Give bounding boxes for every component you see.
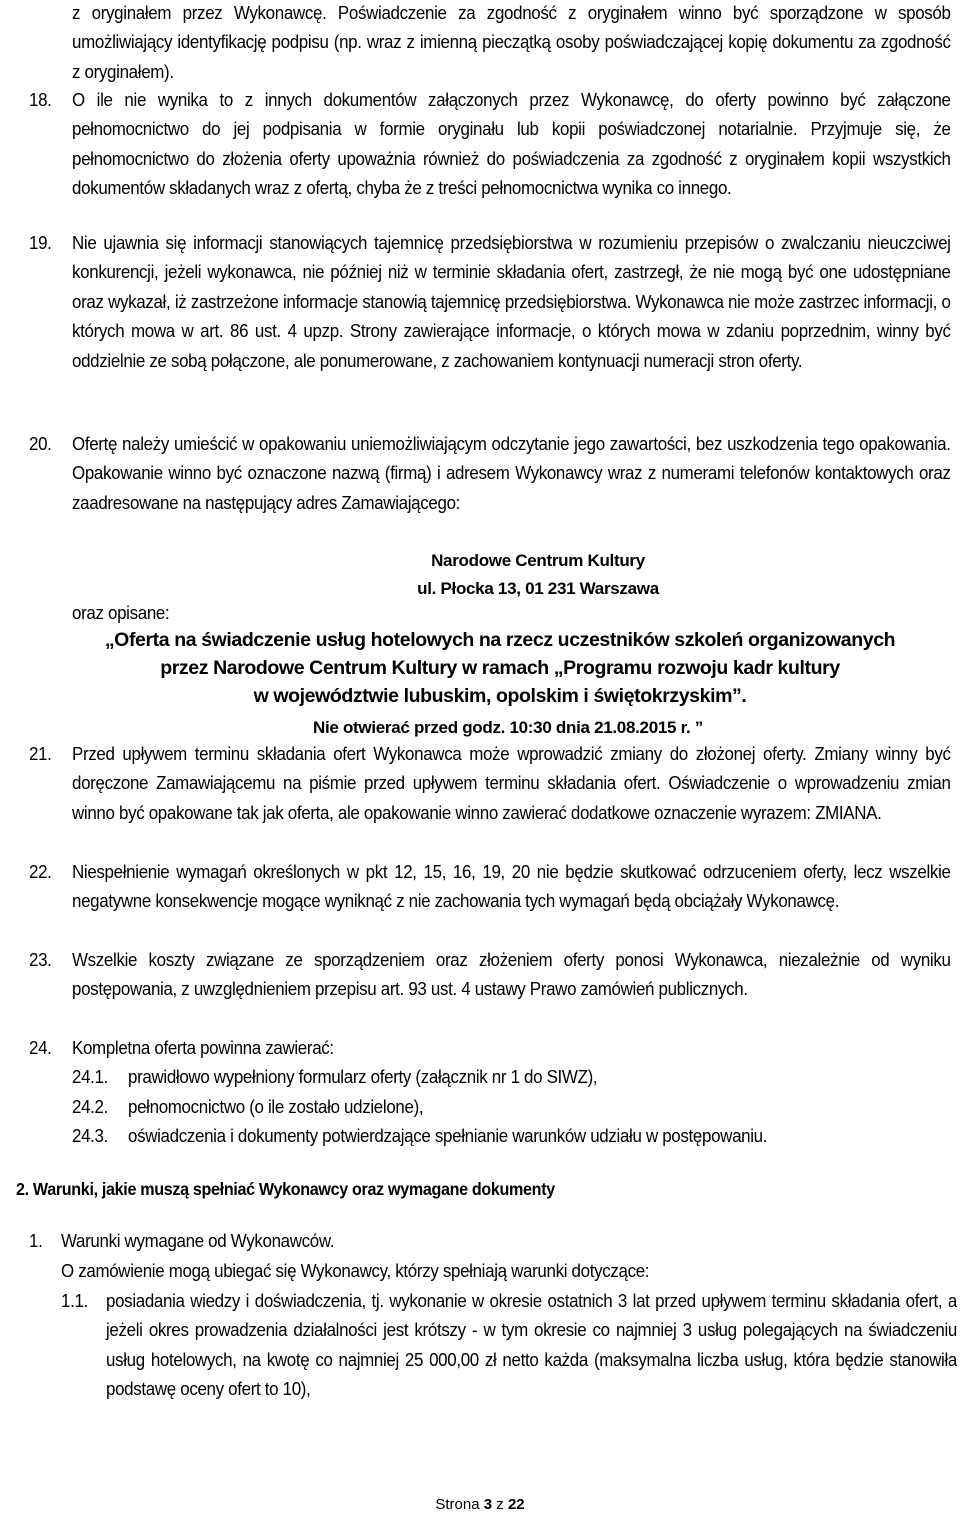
section-2-item-1-text: Warunki wymagane od Wykonawców. bbox=[61, 1230, 335, 1251]
item-22-text: Niespełnienie wymagań określonych w pkt 12, 15, 16, 19, 20 nie będzie skutkować odrzuceniem oferty, lecz wszelkie negatywne konsekwencje mogące wyniknąć z nie zachowania tych wymagań będą obciążały Wykonawcę. bbox=[72, 861, 951, 912]
item-number: 24. bbox=[29, 1037, 52, 1058]
item-23-text: Wszelkie koszty związane ze sporządzeniem oraz złożeniem oferty ponosi Wykonawca, niezależnie od wyniku postępowania, z uwzględnieniem przepisu art. 93 ust. 4 ustawy Prawo zamówień publicznych. bbox=[72, 949, 951, 1000]
envelope-label-line-1: „Oferta na świadczenie usług hotelowych na rzecz uczestników szkoleń organizowanych bbox=[104, 629, 896, 651]
envelope-label-line-3: w województwie lubuskim, opolskim i świętokrzyskim”. bbox=[253, 685, 747, 707]
subitem-number: 24.1. bbox=[72, 1066, 109, 1087]
subitem-number: 24.3. bbox=[72, 1125, 109, 1146]
subitem-number: 24.2. bbox=[72, 1096, 109, 1117]
item-20-text: Ofertę należy umieścić w opakowaniu uniemożliwiającym odczytanie jego zawartości, bez uszkodzenia tego opakowania. Opakowanie winno być oznaczone nazwą (firmą) i adresem Wykonawcy wraz z numerami telefonów kontaktowych oraz zaadresowane na następujący adres Zamawiającego: bbox=[72, 433, 951, 513]
subitem-24-3-text: oświadczenia i dokumenty potwierdzające spełnianie warunków udziału w postępowaniu. bbox=[128, 1125, 768, 1146]
item-number: 1. bbox=[29, 1230, 43, 1251]
subitem-number: 1.1. bbox=[61, 1290, 88, 1311]
footer-mid: z bbox=[492, 1496, 508, 1513]
address-line-1: Narodowe Centrum Kultury bbox=[431, 551, 645, 570]
item-number: 20. bbox=[29, 433, 52, 454]
footer-prefix: Strona bbox=[435, 1496, 484, 1513]
section-heading: 2. Warunki, jakie muszą spełniać Wykonawcy oraz wymagane dokumenty bbox=[16, 1179, 555, 1199]
subitem-24-2-text: pełnomocnictwo (o ile zostało udzielone), bbox=[128, 1096, 424, 1117]
footer-page-number: 3 bbox=[483, 1496, 493, 1513]
page-footer bbox=[0, 1496, 960, 1514]
item-number: 19. bbox=[29, 232, 52, 253]
described-label: oraz opisane: bbox=[72, 602, 170, 623]
item-21-text: Przed upływem terminu składania ofert Wykonawca może wprowadzić zmiany do złożonej oferty. Zmiany winny być doręczone Zamawiającemu na piśmie przed upływem terminu składania ofert. Oświadczenie o wprowadzeniu zmian winno być opakowane tak jak oferta, ale opakowanie winno zawierać dodatkowe oznaczenie wyrazem: ZMIANA. bbox=[72, 743, 951, 823]
item-number: 21. bbox=[29, 743, 52, 764]
intro-paragraph: z oryginałem przez Wykonawcę. Poświadczenie za zgodność z oryginałem winno być sporządzone w sposób umożliwiający identyfikację podpisu (np. wraz z imienną pieczątką osoby poświadczającej kopię dokumentu za zgodność z oryginałem). bbox=[72, 2, 951, 82]
item-number: 23. bbox=[29, 949, 52, 970]
subitem-24-1-text: prawidłowo wypełniony formularz oferty (załącznik nr 1 do SIWZ), bbox=[128, 1066, 598, 1087]
item-number: 18. bbox=[29, 89, 52, 110]
item-number: 22. bbox=[29, 861, 52, 882]
address-line-2: ul. Płocka 13, 01 231 Warszawa bbox=[417, 579, 659, 598]
item-18-text: O ile nie wynika to z innych dokumentów załączonych przez Wykonawcę, do oferty powinno być załączone pełnomocnictwo do jej podpisania w formie oryginału lub kopii poświadczonej notarialnie. Przyjmuje się, że pełnomocnictwo do złożenia oferty upoważnia również do poświadczenia za zgodność z oryginałem kopii wszystkich dokumentów składanych wraz z ofertą, chyba że z treści pełnomocnictwa wynika co innego. bbox=[72, 89, 951, 199]
section-2-item-1-sub: O zamówienie mogą ubiegać się Wykonawcy, którzy spełniają warunki dotyczące: bbox=[61, 1260, 650, 1281]
do-not-open-notice: Nie otwierać przed godz. 10:30 dnia 21.08.2015 r. ” bbox=[312, 718, 704, 737]
footer-total-pages: 22 bbox=[507, 1496, 525, 1513]
item-19-text: Nie ujawnia się informacji stanowiących tajemnicę przedsiębiorstwa w rozumieniu przepisów o zwalczaniu nieuczciwej konkurencji, jeżeli wykonawca, nie później niż w terminie składania ofert, zastrzegł, że nie mogą być one udostępniane oraz wykazał, iż zastrzeżone informacje stanowią tajemnicę przedsiębiorstwa. Wykonawca nie może zastrzec informacji, o których mowa w art. 86 ust. 4 upzp. Strony zawierające informacje, o których mowa w zdaniu poprzednim, winny być oddzielnie ze sobą połączone, ale ponumerowane, z zachowaniem kontynuacji numeracji stron oferty. bbox=[72, 232, 951, 371]
item-24-text: Kompletna oferta powinna zawierać: bbox=[72, 1037, 334, 1058]
subitem-1-1-text: posiadania wiedzy i doświadczenia, tj. wykonanie w okresie ostatnich 3 lat przed upływem terminu składania ofert, a jeżeli okres prowadzenia działalności jest krótszy - w tym okresie co najmniej 3 usług polegających na świadczeniu usług hotelowych, na kwotę co najmniej 25 000,00 zł netto każda (maksymalna liczba usług, która będzie stanowiła podstawę oceny ofert to 10), bbox=[106, 1290, 957, 1400]
envelope-label-line-2: przez Narodowe Centrum Kultury w ramach „Programu rozwoju kadr kultury bbox=[160, 657, 840, 679]
